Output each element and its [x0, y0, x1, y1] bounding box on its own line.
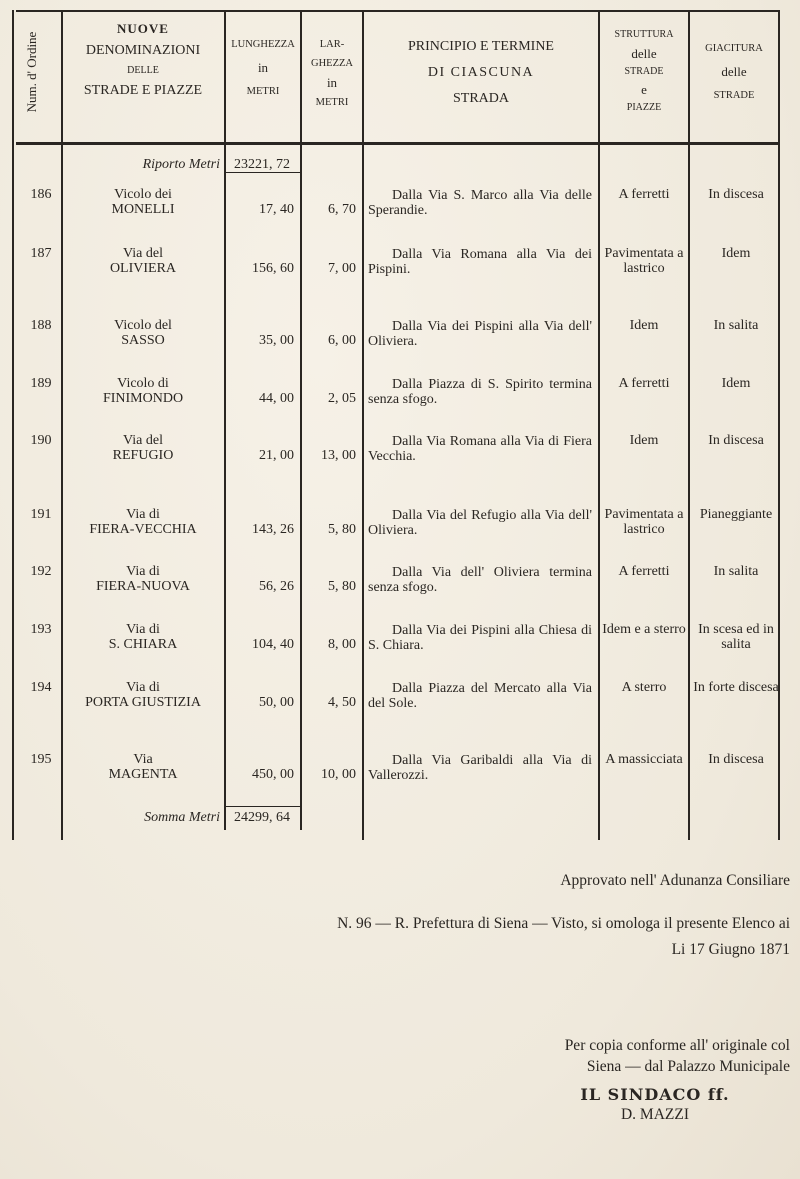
row-name-main: FINIMONDO — [102, 391, 184, 406]
row-route: Dalla Via dei Pispini alla Chiesa di S. Chiara. — [368, 623, 592, 653]
row-route: Dalla Via Romana alla Via di Fiera Vecchia. — [368, 434, 592, 464]
row-giacitura: In salita — [713, 318, 759, 333]
row-name-prefix: Via del — [123, 433, 163, 448]
somma-label: Somma Metri — [144, 810, 220, 825]
row-name-main: FIERA-NUOVA — [96, 579, 190, 594]
row-width: 13, 00 — [321, 448, 356, 463]
row-length: 17, 40 — [259, 202, 294, 217]
row-structure: A sterro — [621, 680, 667, 695]
row-structure: Idem — [629, 318, 659, 333]
row-name-main: FIERA-VECCHIA — [89, 522, 197, 537]
col-sep-5 — [598, 10, 600, 840]
row-name-main: SASSO — [121, 333, 165, 348]
row-number: 189 — [30, 376, 52, 391]
row-name-prefix: Via di — [126, 507, 160, 522]
riporto-value: 23221, 72 — [234, 157, 290, 172]
footer-siena: Siena — dal Palazzo Municipale — [586, 1058, 790, 1075]
footer-nome: D. MAZZI — [620, 1106, 690, 1123]
row-route: Dalla Piazza del Mercato alla Via del Sole. — [368, 681, 592, 711]
header-denominazioni-word: DENOMINAZIONI — [85, 42, 201, 58]
header-principio-line2: DI CIASCUNA — [427, 64, 535, 80]
row-giacitura: In discesa — [708, 433, 764, 448]
row-name-main: OLIVIERA — [109, 261, 177, 276]
header-principio-line1: PRINCIPIO E TERMINE — [408, 39, 554, 54]
row-name-main: MAGENTA — [108, 767, 178, 782]
row-giacitura: In scesa ed in salita — [698, 622, 774, 652]
row-length: 44, 00 — [259, 391, 294, 406]
row-route: Dalla Via Romana alla Via dei Pispini. — [368, 247, 592, 277]
row-name-main: MONELLI — [111, 202, 175, 217]
row-giacitura: In forte discesa — [693, 680, 779, 695]
row-structure: Idem e a sterro — [602, 622, 686, 637]
table-top-rule — [16, 10, 780, 12]
row-structure: Idem — [629, 433, 659, 448]
row-number: 188 — [30, 318, 52, 333]
header-num-ordine: Num. d' Ordine — [24, 31, 39, 113]
row-width: 5, 80 — [328, 522, 356, 537]
header-giacitura-delle: delle — [721, 64, 747, 80]
row-width: 6, 70 — [328, 202, 356, 217]
row-giacitura: In salita — [713, 564, 759, 579]
row-giacitura: Pianeggiante — [699, 507, 773, 522]
row-name-prefix: Via — [133, 752, 153, 767]
row-width: 2, 05 — [328, 391, 356, 406]
footer-approvato: Approvato nell' Adunanza Consiliare — [560, 872, 790, 889]
header-larghezza-in: in — [326, 75, 338, 91]
col-sep-6 — [688, 10, 690, 840]
somma-value: 24299, 64 — [234, 810, 290, 825]
row-name-prefix: Via del — [123, 246, 163, 261]
row-width: 8, 00 — [328, 637, 356, 652]
table-right-border — [778, 10, 780, 840]
header-lunghezza-in: in — [257, 60, 269, 76]
row-giacitura: In discesa — [708, 752, 764, 767]
row-name-main: REFUGIO — [112, 448, 174, 463]
row-route: Dalla Via del Refugio alla Via dell' Oliviera. — [368, 508, 592, 538]
row-structure: A ferretti — [618, 187, 670, 202]
header-struttura — [600, 28, 688, 115]
row-name-prefix: Vicolo del — [114, 318, 172, 333]
header-delle: DELLE — [127, 65, 159, 77]
row-structure: A ferretti — [618, 564, 670, 579]
row-route: Dalla Via Garibaldi alla Via di Vallerozzi. — [368, 753, 592, 783]
header-struttura-strade: STRADE — [624, 66, 664, 78]
row-name-prefix: Via di — [126, 680, 160, 695]
row-length: 104, 40 — [252, 637, 294, 652]
row-number: 190 — [30, 433, 52, 448]
header-strade-piazze: STRADE E PIAZZE — [83, 82, 203, 98]
row-structure: Pavimentata a lastrico — [604, 246, 684, 276]
header-struttura-delle: delle — [631, 45, 657, 61]
footer-data: Li 17 Giugno 1871 — [671, 941, 790, 958]
header-giacitura-word: GIACITURA — [705, 43, 763, 54]
header-struttura-e: e — [641, 81, 647, 97]
row-number: 192 — [30, 564, 52, 579]
row-route: Dalla Via dell' Oliviera termina senza sfogo. — [368, 565, 592, 595]
row-number: 195 — [30, 752, 52, 767]
header-principio — [364, 38, 598, 109]
footer-prefettura: N. 96 — R. Prefettura di Siena — Visto, si omologa il presente Elenco ai — [337, 915, 790, 932]
header-struttura-word: STRUTTURA — [614, 29, 674, 40]
row-name-main: PORTA GIUSTIZIA — [85, 695, 201, 710]
row-length: 35, 00 — [259, 333, 294, 348]
col-sep-3 — [300, 10, 302, 830]
row-name-prefix: Vicolo di — [117, 376, 169, 391]
row-name-prefix: Via di — [126, 564, 160, 579]
header-bottom-rule — [16, 142, 780, 145]
row-number: 186 — [30, 187, 52, 202]
header-larghezza — [302, 38, 362, 110]
row-structure: A massicciata — [605, 752, 683, 767]
row-length: 21, 00 — [259, 448, 294, 463]
row-width: 5, 80 — [328, 579, 356, 594]
row-number: 193 — [30, 622, 52, 637]
row-width: 4, 50 — [328, 695, 356, 710]
header-principio-line3: STRADA — [452, 90, 509, 106]
footer-copia: Per copia conforme all' originale col — [564, 1037, 790, 1054]
row-number: 187 — [30, 246, 52, 261]
riporto-label: Riporto Metri — [142, 157, 220, 172]
col-sep-4 — [362, 10, 364, 840]
row-structure: Pavimentata a lastrico — [604, 507, 684, 537]
header-giacitura — [690, 42, 778, 103]
row-number: 191 — [30, 507, 52, 522]
header-lunghezza-metri: METRI — [246, 85, 280, 97]
header-lunghezza — [226, 38, 300, 99]
row-length: 156, 60 — [252, 261, 294, 276]
row-giacitura: Idem — [721, 246, 751, 261]
footer-sindaco: IL SINDACO ff. — [580, 1085, 730, 1104]
row-name-prefix: Vicolo dei — [114, 187, 172, 202]
row-width: 6, 00 — [328, 333, 356, 348]
row-name-main: S. CHIARA — [108, 637, 178, 652]
row-width: 10, 00 — [321, 767, 356, 782]
row-length: 143, 26 — [252, 522, 294, 537]
header-lunghezza-word: LUNGHEZZA — [231, 39, 295, 50]
row-width: 7, 00 — [328, 261, 356, 276]
header-larghezza-lar: LAR- — [319, 39, 345, 50]
row-length: 56, 26 — [259, 579, 294, 594]
row-route: Dalla Via S. Marco alla Via delle Sperandie. — [368, 188, 592, 218]
header-denominazioni — [64, 20, 222, 101]
row-giacitura: In discesa — [708, 187, 764, 202]
row-route: Dalla Via dei Pispini alla Via dell' Oliviera. — [368, 319, 592, 349]
header-larghezza-metri: METRI — [315, 96, 349, 108]
row-number: 194 — [30, 680, 52, 695]
header-larghezza-ghezza: GHEZZA — [311, 58, 353, 70]
header-giacitura-strade: STRADE — [713, 89, 755, 101]
header-nuove: NUOVE — [117, 21, 169, 36]
row-name-prefix: Via di — [126, 622, 160, 637]
table-left-border — [12, 10, 14, 840]
header-struttura-piazze: PIAZZE — [626, 102, 662, 114]
riporto-rule — [226, 172, 300, 173]
row-length: 450, 00 — [252, 767, 294, 782]
row-structure: A ferretti — [618, 376, 670, 391]
col-sep-1 — [61, 10, 63, 840]
row-giacitura: Idem — [721, 376, 751, 391]
row-route: Dalla Piazza di S. Spirito termina senza sfogo. — [368, 377, 592, 407]
somma-rule — [226, 806, 300, 807]
row-length: 50, 00 — [259, 695, 294, 710]
